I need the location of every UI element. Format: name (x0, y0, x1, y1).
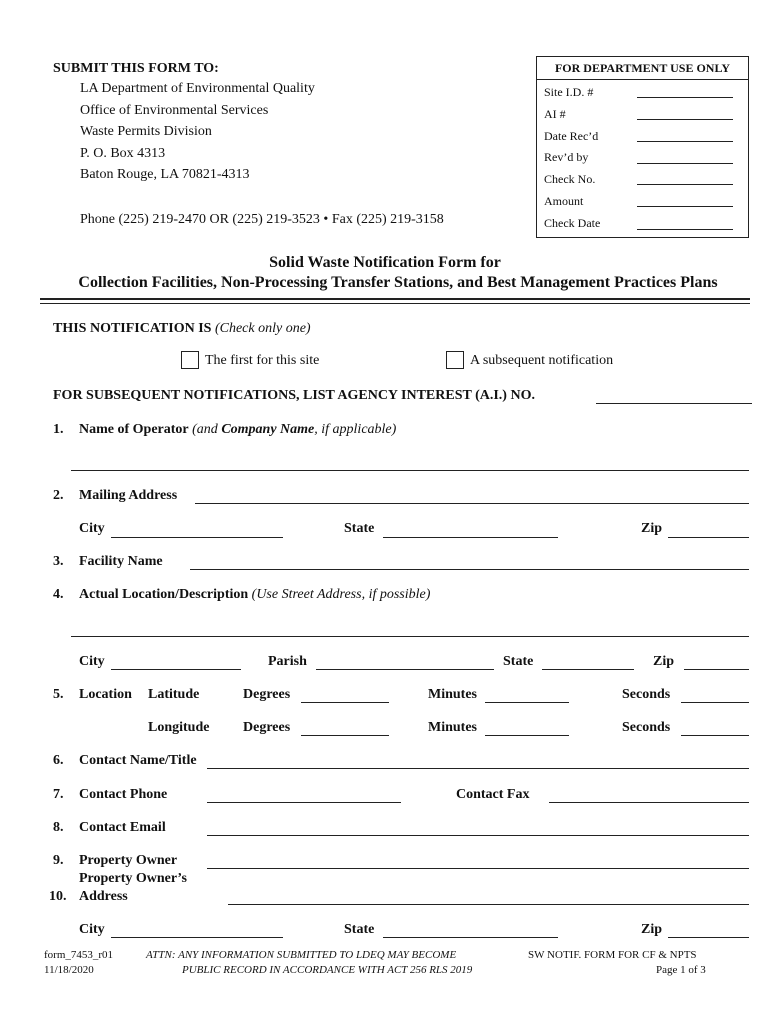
location-description-label: Actual Location/Description (Use Street Address, if possible) (79, 587, 431, 602)
owner-address-field[interactable] (228, 904, 749, 905)
mailing-city-label: City (79, 521, 105, 536)
footer-attn-line-1: ATTN: ANY INFORMATION SUBMITTED TO LDEQ MAY BECOME (146, 949, 457, 961)
latitude-seconds-label: Seconds (622, 687, 671, 702)
first-site-checkbox[interactable] (181, 351, 199, 369)
title-rule-thick (40, 298, 750, 300)
latitude-seconds-field[interactable] (681, 702, 749, 703)
item-number-7: 7. (53, 787, 64, 802)
notification-label: THIS NOTIFICATION IS (Check only one) (53, 321, 311, 336)
contact-fax-label: Contact Fax (456, 787, 530, 802)
longitude-label: Longitude (148, 720, 210, 735)
operator-label: Name of Operator (and Company Name, if applicable) (79, 422, 397, 437)
subsequent-checkbox[interactable] (446, 351, 464, 369)
owner-address-label-line-2: Address (79, 889, 128, 904)
latitude-minutes-field[interactable] (485, 702, 569, 703)
dept-field-amount: Amount (544, 194, 584, 208)
longitude-minutes-field[interactable] (485, 735, 569, 736)
address-line-3: Waste Permits Division (80, 124, 212, 139)
dept-amount-line (637, 206, 733, 207)
longitude-minutes-label: Minutes (428, 720, 477, 735)
dept-site-id-line (637, 97, 733, 98)
property-owner-field[interactable] (207, 868, 749, 869)
latitude-label: Latitude (148, 687, 200, 702)
owner-state-label: State (344, 922, 375, 937)
longitude-degrees-field[interactable] (301, 735, 389, 736)
mailing-zip-label: Zip (641, 521, 663, 536)
location-state-field[interactable] (542, 669, 634, 670)
owner-state-field[interactable] (383, 937, 558, 938)
mailing-city-field[interactable] (111, 537, 283, 538)
title-rule-thin (40, 303, 750, 304)
dept-field-ai: AI # (544, 107, 566, 121)
facility-name-label: Facility Name (79, 554, 163, 569)
item-number-6: 6. (53, 753, 64, 768)
department-use-box (536, 56, 749, 238)
footer-form-name: SW NOTIF. FORM FOR CF & NPTS (528, 949, 697, 961)
mailing-state-field[interactable] (383, 537, 558, 538)
address-line-1: LA Department of Environmental Quality (80, 81, 315, 96)
footer-form-id: form_7453_r01 (44, 949, 114, 961)
item-number-10: 10. (49, 889, 67, 904)
phone-fax: Phone (225) 219-2470 OR (225) 219-3523 • Fax (225) 219-3158 (80, 212, 444, 227)
subsequent-label: A subsequent notification (470, 353, 614, 368)
footer-page-number: Page 1 of 3 (656, 964, 706, 976)
mailing-address-field[interactable] (195, 503, 749, 504)
contact-email-field[interactable] (207, 835, 749, 836)
submit-heading: SUBMIT THIS FORM TO: (53, 61, 219, 76)
dept-ai-line (637, 119, 733, 120)
dept-check-no-line (637, 184, 733, 185)
location-city-label: City (79, 654, 105, 669)
latitude-degrees-label: Degrees (243, 687, 291, 702)
facility-name-field[interactable] (190, 569, 749, 570)
mailing-state-label: State (344, 521, 375, 536)
item-number-1: 1. (53, 422, 64, 437)
department-use-heading: FOR DEPARTMENT USE ONLY (537, 57, 748, 80)
mailing-zip-field[interactable] (668, 537, 749, 538)
property-owner-label: Property Owner (79, 853, 178, 868)
item-number-3: 3. (53, 554, 64, 569)
owner-zip-label: Zip (641, 922, 663, 937)
item-number-8: 8. (53, 820, 64, 835)
dept-check-date-line (637, 229, 733, 230)
contact-phone-label: Contact Phone (79, 787, 168, 802)
location-zip-field[interactable] (684, 669, 749, 670)
address-line-2: Office of Environmental Services (80, 103, 269, 118)
form-title-line-2: Collection Facilities, Non-Processing Transfer Stations, and Best Management Practices Plans (78, 274, 718, 291)
owner-city-field[interactable] (111, 937, 283, 938)
ai-number-label: FOR SUBSEQUENT NOTIFICATIONS, LIST AGENCY INTEREST (A.I.) NO. (53, 388, 535, 403)
latitude-degrees-field[interactable] (301, 702, 389, 703)
contact-name-field[interactable] (207, 768, 749, 769)
dept-field-site-id: Site I.D. # (544, 85, 594, 99)
dept-field-revd-by: Rev’d by (544, 150, 589, 164)
item-number-2: 2. (53, 488, 64, 503)
location-description-field[interactable] (71, 636, 749, 637)
form-title-line-1: Solid Waste Notification Form for (269, 254, 501, 271)
contact-name-label: Contact Name/Title (79, 753, 197, 768)
item-number-5: 5. (53, 687, 64, 702)
dept-date-recd-line (637, 141, 733, 142)
ai-number-field[interactable] (596, 403, 752, 404)
owner-zip-field[interactable] (668, 937, 749, 938)
address-line-4: P. O. Box 4313 (80, 146, 166, 161)
latitude-minutes-label: Minutes (428, 687, 477, 702)
location-label: Location (79, 687, 132, 702)
parish-field[interactable] (316, 669, 494, 670)
first-site-label: The first for this site (205, 353, 320, 368)
item-number-9: 9. (53, 853, 64, 868)
owner-city-label: City (79, 922, 105, 937)
longitude-seconds-label: Seconds (622, 720, 671, 735)
item-number-4: 4. (53, 587, 64, 602)
dept-field-check-date: Check Date (544, 216, 601, 230)
owner-address-label-line-1: Property Owner’s (79, 871, 187, 886)
footer-date: 11/18/2020 (44, 964, 94, 976)
operator-name-field[interactable] (71, 470, 749, 471)
dept-revd-by-line (637, 163, 733, 164)
location-zip-label: Zip (653, 654, 675, 669)
location-city-field[interactable] (111, 669, 241, 670)
footer-attn-line-2: PUBLIC RECORD IN ACCORDANCE WITH ACT 256 RLS 2019 (182, 964, 473, 976)
contact-email-label: Contact Email (79, 820, 166, 835)
address-line-5: Baton Rouge, LA 70821-4313 (80, 167, 250, 182)
longitude-seconds-field[interactable] (681, 735, 749, 736)
parish-label: Parish (268, 654, 307, 669)
contact-phone-field[interactable] (207, 802, 401, 803)
mailing-address-label: Mailing Address (79, 488, 178, 503)
dept-field-date-recd: Date Rec’d (544, 129, 599, 143)
contact-fax-field[interactable] (549, 802, 749, 803)
location-state-label: State (503, 654, 534, 669)
dept-field-check-no: Check No. (544, 172, 596, 186)
longitude-degrees-label: Degrees (243, 720, 291, 735)
